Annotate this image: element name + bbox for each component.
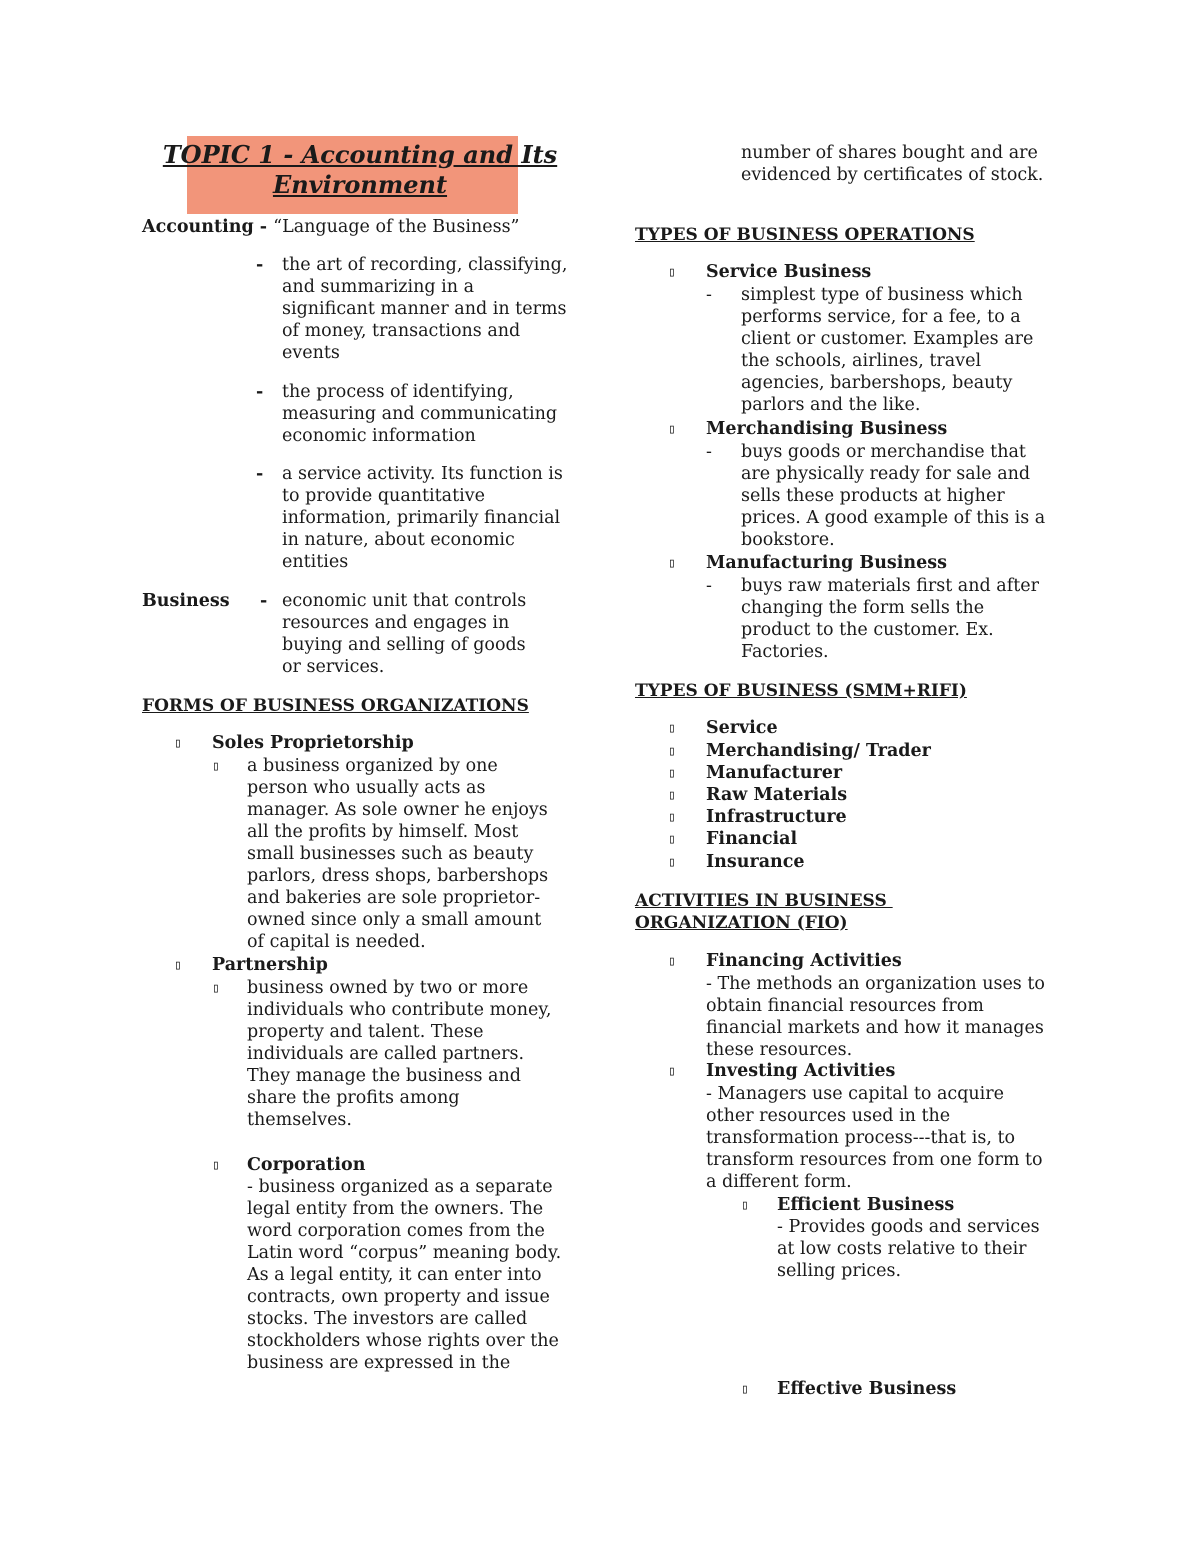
types-heading: TYPES OF BUSINESS (SMM+RIFI) <box>635 681 967 701</box>
activity-investing-desc: - Managers use capital to acquire other resources used in the transformation process---that is, to transform resources from one form to a different form. <box>706 1084 1043 1192</box>
page-title <box>140 140 580 200</box>
operation-service-desc: simplest type of business which performs service, for a fee, to a client or customer. Examples are the schools, airlines, travel agencies, barbershops, beauty parlors and the like. <box>741 285 1034 415</box>
activity-financing-desc: - The methods an organization uses to obtain financial resources from financial markets and how it manages these resources. <box>706 974 1045 1060</box>
activity-efficient-name: Efficient Business <box>777 1195 955 1215</box>
bullet-icon: ▯ <box>668 422 676 437</box>
bullet-icon: ▯ <box>212 1158 220 1173</box>
bullet-icon: ▯ <box>212 759 220 774</box>
dash-marker: - <box>256 382 264 402</box>
operation-merch-name: Merchandising Business <box>706 419 948 439</box>
form-corporation-desc: - business organized as a separate legal entity from the owners. The word corporation comes from the Latin word “corpus” meaning body. As a legal entity, it can enter into contracts, own property and issue stocks. The investors are called stockholders whose rights over the business are expressed in the <box>247 1177 562 1373</box>
activities-heading-line2: ORGANIZATION (FIO) <box>635 913 848 933</box>
activity-investing-name: Investing Activities <box>706 1061 896 1081</box>
form-soles-name: Soles Proprietorship <box>212 733 414 753</box>
business-term: Business <box>142 591 230 611</box>
bullet-icon: ▯ <box>668 788 676 803</box>
bullet-icon: ▯ <box>668 265 676 280</box>
activities-heading-line1: ACTIVITIES IN BUSINESS <box>635 891 893 911</box>
dash-marker: - <box>706 576 712 596</box>
accounting-tagline: “Language of the Business” <box>273 217 520 237</box>
operation-manuf-name: Manufacturing Business <box>706 553 947 573</box>
corporation-continuation: number of shares bought and are evidenced by certificates of stock. <box>741 143 1044 185</box>
accounting-sep: - <box>253 217 274 237</box>
accounting-def-3: a service activity. Its function is to provide quantitative information, primarily financial in nature, about economic entities <box>282 464 563 572</box>
type-item: Infrastructure <box>706 807 847 827</box>
form-corporation-name: Corporation <box>247 1155 366 1175</box>
bullet-icon: ▯ <box>668 954 676 969</box>
form-partnership-desc: business owned by two or more individuals who contribute money, property and talent. These individuals are called partners. They manage the business and share the profits among themselves. <box>247 978 552 1130</box>
dash-marker: - <box>260 591 268 611</box>
page-title-line2: Environment <box>272 170 448 199</box>
page-title-line1: TOPIC 1 - Accounting and Its <box>162 140 558 169</box>
accounting-def-1: the art of recording, classifying, and summarizing in a significant manner and in terms of money, transactions and events <box>282 255 568 363</box>
dash-marker: - <box>706 285 712 305</box>
operation-service-name: Service Business <box>706 262 872 282</box>
bullet-icon: ▯ <box>668 744 676 759</box>
form-partnership-name: Partnership <box>212 955 328 975</box>
accounting-def-2: the process of identifying, measuring and communicating economic information <box>282 382 558 446</box>
type-item: Insurance <box>706 852 805 872</box>
bullet-icon: ▯ <box>741 1198 749 1213</box>
bullet-icon: ▯ <box>741 1382 749 1397</box>
accounting-term: Accounting <box>142 217 254 237</box>
type-item: Manufacturer <box>706 763 843 783</box>
type-item: Merchandising/ Trader <box>706 741 931 761</box>
bullet-icon: ▯ <box>668 766 676 781</box>
bullet-icon: ▯ <box>174 736 182 751</box>
form-soles-desc: a business organized by one person who usually acts as manager. As sole owner he enjoys all the profits by himself. Most small businesses such as beauty parlors, dress shops, barbershops and bakeries are sole proprietor-owned since only a small amount of capital is needed. <box>247 756 549 952</box>
bullet-icon: ▯ <box>668 1064 676 1079</box>
bullet-icon: ▯ <box>212 981 220 996</box>
bullet-icon: ▯ <box>668 810 676 825</box>
activity-effective-name: Effective Business <box>777 1379 957 1399</box>
operations-heading: TYPES OF BUSINESS OPERATIONS <box>635 225 975 245</box>
type-item: Financial <box>706 829 798 849</box>
forms-heading: FORMS OF BUSINESS ORGANIZATIONS <box>142 696 529 716</box>
dash-marker: - <box>256 255 264 275</box>
activity-financing-name: Financing Activities <box>706 951 902 971</box>
operation-manuf-desc: buys raw materials first and after changing the form sells the product to the customer. Ex. Factories. <box>741 576 1039 662</box>
dash-marker: - <box>706 442 712 462</box>
accounting-definition-header <box>142 216 520 238</box>
bullet-icon: ▯ <box>668 556 676 571</box>
activity-efficient-desc: - Provides goods and services at low costs relative to their selling prices. <box>777 1217 1040 1281</box>
bullet-icon: ▯ <box>668 855 676 870</box>
bullet-icon: ▯ <box>174 958 182 973</box>
business-def: economic unit that controls resources and engages in buying and selling of goods or services. <box>282 591 527 677</box>
bullet-icon: ▯ <box>668 832 676 847</box>
operation-merch-desc: buys goods or merchandise that are physically ready for sale and sells these products at higher prices. A good example of this is a bookstore. <box>741 442 1046 550</box>
type-item: Service <box>706 718 778 738</box>
bullet-icon: ▯ <box>668 721 676 736</box>
type-item: Raw Materials <box>706 785 848 805</box>
dash-marker: - <box>256 464 264 484</box>
